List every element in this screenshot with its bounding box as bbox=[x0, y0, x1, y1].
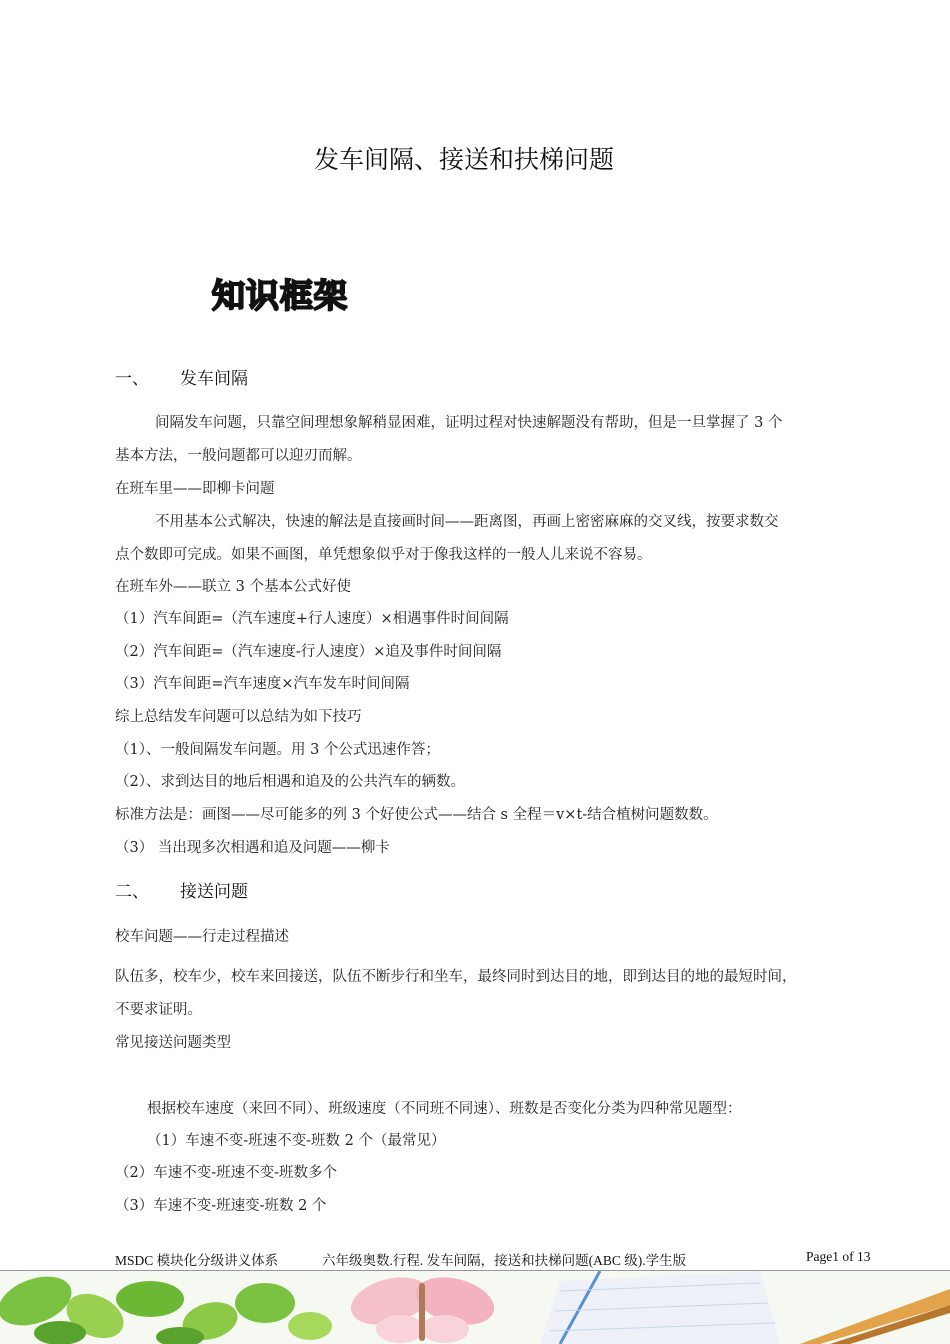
list-item: （1）、一般间隔发车问题。用 3 个公式迅速作答； bbox=[115, 742, 440, 758]
formula-line: （3）汽车间距=汽车速度×汽车发车时间间隔 bbox=[115, 676, 410, 692]
paragraph: 根据校车速度（来回不同）、班级速度（不同班不同速）、班数是否变化分类为四种常见题型： bbox=[147, 1101, 742, 1117]
paragraph: 不用基本公式解决，快速的解法是直接画时间——距离图，再画上密密麻麻的交叉线，按要求数交 bbox=[155, 514, 779, 530]
section-1-title: 发车间隔 bbox=[180, 369, 248, 389]
paragraph: 综上总结发车问题可以总结为如下技巧 bbox=[115, 709, 362, 725]
section-1-number: 一、 bbox=[115, 369, 149, 389]
footer-page-number: Page1 of 13 bbox=[806, 1249, 871, 1264]
paragraph: 常见接送问题类型 bbox=[115, 1035, 231, 1051]
list-item: （1）车速不变-班速不变-班数 2 个（最常见） bbox=[147, 1133, 446, 1149]
list-item: （3） 当出现多次相遇和追及问题——柳卡 bbox=[115, 840, 390, 856]
footer-center: 六年级奥数.行程. 发车间隔，接送和扶梯问题(ABC 级).学生版 bbox=[322, 1253, 687, 1268]
paragraph: 在班车外——联立 3 个基本公式好使 bbox=[115, 579, 351, 595]
footer-left: MSDC 模块化分级讲义体系 bbox=[115, 1253, 279, 1268]
paragraph: 校车问题——行走过程描述 bbox=[115, 929, 289, 945]
paragraph: 间隔发车问题，只靠空间理想象解稍显困难，证明过程对快速解题没有帮助，但是一旦掌握了 3 个 bbox=[155, 415, 783, 431]
list-item: （2）、求到达目的地后相遇和追及的公共汽车的辆数。 bbox=[115, 774, 465, 790]
list-item: （3）车速不变-班速变-班数 2 个 bbox=[115, 1198, 327, 1214]
formula-line: （1）汽车间距=（汽车速度+行人速度）×相遇事件时间间隔 bbox=[115, 611, 509, 627]
knowledge-framework-heading: 知识框架 bbox=[212, 276, 348, 315]
paragraph: 点个数即可完成。如果不画图，单凭想象似乎对于像我这样的一般人儿来说不容易。 bbox=[115, 547, 652, 563]
paragraph: 基本方法，一般问题都可以迎刃而解。 bbox=[115, 448, 362, 464]
notebook-graphic bbox=[540, 1271, 780, 1344]
paragraph: 不要求证明。 bbox=[115, 1002, 202, 1018]
section-2-number: 二、 bbox=[115, 882, 149, 902]
paragraph: 在班车里——即柳卡问题 bbox=[115, 481, 275, 497]
list-item: （2）车速不变-班速不变-班数多个 bbox=[115, 1165, 338, 1181]
paragraph: 标准方法是：画图——尽可能多的列 3 个好使公式——结合 s 全程＝v×t-结合植树问题数数。 bbox=[115, 807, 718, 823]
paragraph: 队伍多，校车少，校车来回接送，队伍不断步行和坐车，最终同时到达目的地，即到达目的地的最短时间， bbox=[115, 969, 797, 985]
formula-line: （2）汽车间距=（汽车速度-行人速度）×追及事件时间间隔 bbox=[115, 644, 502, 660]
decorative-footer-image bbox=[0, 1271, 950, 1344]
section-2-title: 接送问题 bbox=[180, 882, 248, 902]
page-title: 发车间隔、接送和扶梯问题 bbox=[313, 145, 614, 174]
